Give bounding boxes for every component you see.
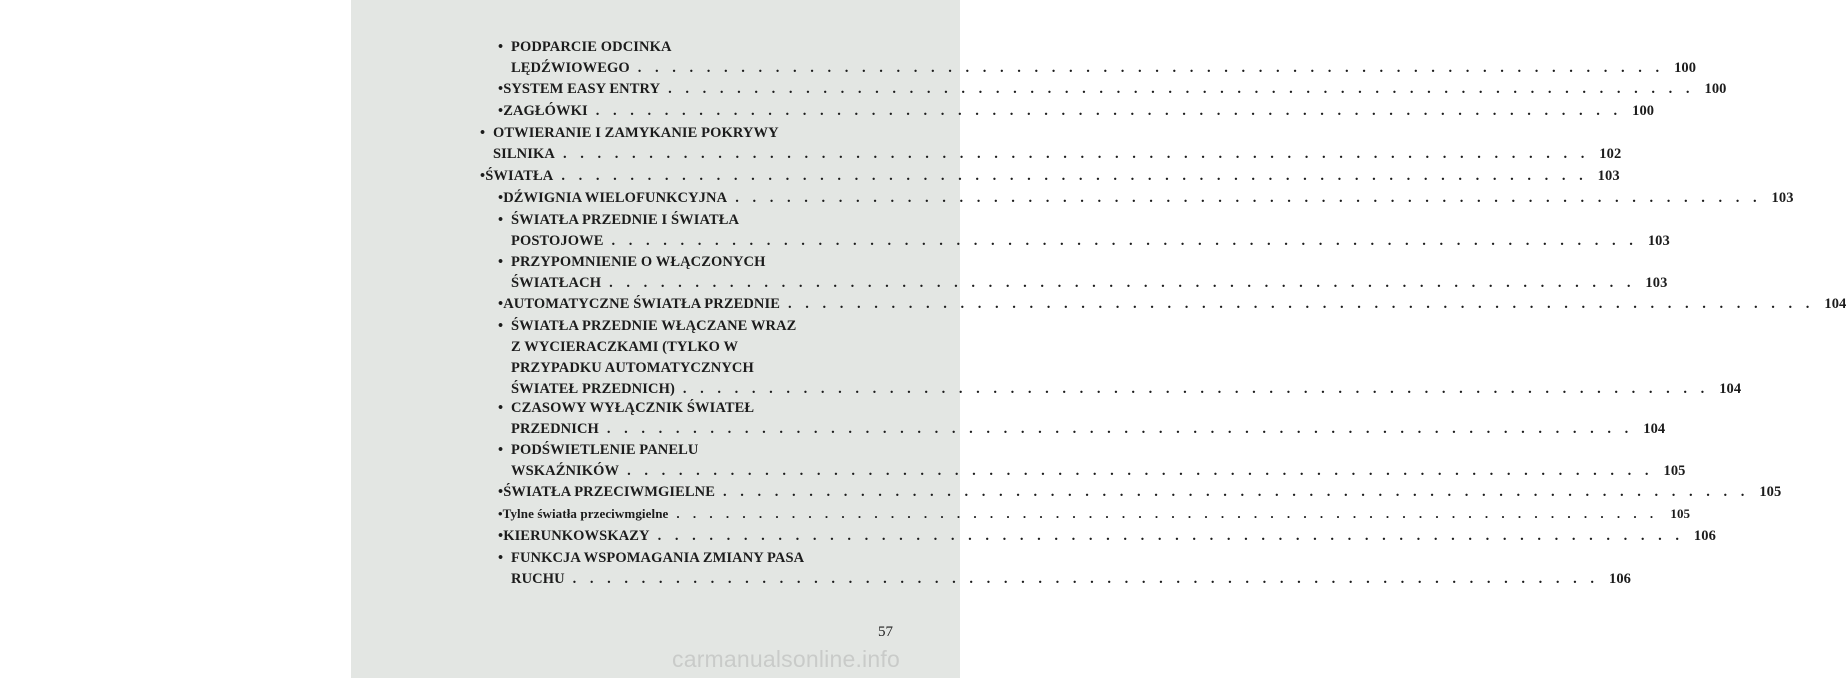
toc-entry[interactable] — [498, 102, 1655, 123]
toc-entry-label: ŚWIATŁA PRZEDNIE WŁĄCZANE WRAZ — [511, 318, 797, 334]
bullet-icon: • — [498, 212, 504, 228]
toc-entry[interactable] — [498, 295, 1846, 316]
bullet-icon: • — [498, 39, 504, 55]
dot-leader: . . . . . . . . . . . . . . . . . . . . . . . . . . . . . . . . . . . . . . . . . . . . . . . . . . . . . . . . . . . . — [657, 528, 1684, 544]
toc-entry-label: OTWIERANIE I ZAMYKANIE POKRYWY — [493, 125, 779, 141]
toc-entry-label: KIERUNKOWSKAZY — [503, 528, 650, 544]
toc-entry-label: WSKAŹNIKÓW — [511, 463, 620, 479]
dot-leader: . . . . . . . . . . . . . . . . . . . . . . . . . . . . . . . . . . . . . . . . . . . . . . . . . . . . . . . . . . . . — [637, 60, 1665, 76]
toc-entry-label: Z WYCIERACZKAMI (TYLKO W — [511, 339, 739, 355]
toc-entry-page: 105 — [1663, 463, 1686, 479]
bullet-icon: • — [498, 81, 504, 97]
toc-entry-page: 104 — [1719, 381, 1742, 397]
toc-entry[interactable] — [498, 549, 1632, 591]
toc-entry-page: 105 — [1670, 506, 1691, 521]
dot-leader: . . . . . . . . . . . . . . . . . . . . . . . . . . . . . . . . . . . . . . . . . . . . . . . . . . . . . . . . . . . . — [682, 381, 1710, 397]
toc-entry[interactable] — [498, 253, 1668, 295]
dot-leader: . . . . . . . . . . . . . . . . . . . . . . . . . . . . . . . . . . . . . . . . . . . . . . . . . . . . . . . . . . . . — [609, 275, 1636, 291]
toc-entry-label: ŚWIATŁA — [485, 168, 554, 184]
toc-entry[interactable] — [498, 483, 1782, 504]
bullet-icon: • — [498, 103, 504, 119]
toc-entry-page: 106 — [1608, 571, 1632, 587]
bullet-icon: • — [498, 506, 503, 521]
toc-entry[interactable] — [498, 38, 1697, 80]
toc-entry-page: 102 — [1599, 146, 1622, 162]
toc-entry[interactable] — [498, 317, 1742, 401]
bullet-icon: • — [498, 400, 504, 416]
toc-entry-label: LĘDŹWIOWEGO — [511, 60, 630, 76]
toc-entry[interactable] — [498, 399, 1666, 441]
toc-entry-page: 100 — [1674, 60, 1697, 76]
page-number: 57 — [878, 624, 893, 640]
toc-entry-label: CZASOWY WYŁĄCZNIK ŚWIATEŁ — [511, 400, 755, 416]
dot-leader: . . . . . . . . . . . . . . . . . . . . . . . . . . . . . . . . . . . . . . . . . . . . . . . . . . . . . . . . . . . . — [676, 506, 1659, 521]
toc-entry-page: 103 — [1645, 275, 1668, 291]
toc-entry-label: ŚWIATEŁ PRZEDNICH) — [511, 381, 675, 397]
toc-entry[interactable] — [498, 505, 1691, 526]
toc-entry-label: ZAGŁÓWKI — [503, 103, 588, 119]
toc-entry-page: 106 — [1693, 528, 1716, 544]
dot-leader: . . . . . . . . . . . . . . . . . . . . . . . . . . . . . . . . . . . . . . . . . . . . . . . . . . . . . . . . . . . . — [611, 233, 1638, 249]
bullet-icon: • — [498, 484, 504, 500]
bullet-icon: • — [498, 318, 504, 334]
toc-entry-label: ŚWIATŁA PRZEDNIE I ŚWIATŁA — [511, 212, 740, 228]
toc-entry-page: 104 — [1824, 296, 1846, 312]
toc-entry[interactable] — [498, 80, 1727, 101]
dot-leader: . . . . . . . . . . . . . . . . . . . . . . . . . . . . . . . . . . . . . . . . . . . . . . . . . . . . . . . . . . . . — [595, 103, 1623, 119]
toc-entry-label: PRZEDNICH — [511, 421, 599, 437]
toc-entry-label: SYSTEM EASY ENTRY — [503, 81, 661, 97]
toc-entry[interactable] — [480, 167, 1620, 188]
bullet-icon: • — [480, 168, 486, 184]
dot-leader: . . . . . . . . . . . . . . . . . . . . . . . . . . . . . . . . . . . . . . . . . . . . . . . . . . . . . . . . . . . . — [562, 146, 1590, 162]
toc-entry-label: ŚWIATŁA PRZECIWMGIELNE — [503, 484, 716, 500]
bullet-icon: • — [498, 550, 504, 566]
toc-entry-label: DŹWIGNIA WIELOFUNKCYJNA — [503, 190, 728, 206]
bullet-icon: • — [498, 254, 504, 270]
dot-leader: . . . . . . . . . . . . . . . . . . . . . . . . . . . . . . . . . . . . . . . . . . . . . . . . . . . . . . . . . . . . — [723, 484, 1750, 500]
toc-entry-page: 100 — [1632, 103, 1655, 119]
toc-entry-page: 105 — [1759, 484, 1782, 500]
toc-entry-label: Tylne światła przeciwmgielne — [502, 506, 669, 521]
toc-entry-label: PODPARCIE ODCINKA — [511, 39, 672, 55]
toc-entry[interactable] — [480, 124, 1622, 166]
toc-entry-page: 103 — [1597, 168, 1620, 184]
bullet-icon: • — [498, 442, 504, 458]
dot-leader: . . . . . . . . . . . . . . . . . . . . . . . . . . . . . . . . . . . . . . . . . . . . . . . . . . . . . . . . . . . . — [572, 571, 1600, 587]
toc-entry-page: 100 — [1704, 81, 1727, 97]
bullet-icon: • — [498, 190, 504, 206]
dot-leader: . . . . . . . . . . . . . . . . . . . . . . . . . . . . . . . . . . . . . . . . . . . . . . . . . . . . . . . . . . . . — [561, 168, 1588, 184]
dot-leader: . . . . . . . . . . . . . . . . . . . . . . . . . . . . . . . . . . . . . . . . . . . . . . . . . . . . . . . . . . . . — [606, 421, 1634, 437]
dot-leader: . . . . . . . . . . . . . . . . . . . . . . . . . . . . . . . . . . . . . . . . . . . . . . . . . . . . . . . . . . . . — [735, 190, 1762, 206]
toc-entry-label: RUCHU — [511, 571, 565, 587]
toc-entry-label: POSTOJOWE — [511, 233, 604, 249]
bullet-icon: • — [498, 528, 504, 544]
toc-entry-label: PODŚWIETLENIE PANELU — [511, 442, 699, 458]
toc-entry-label: PRZYPADKU AUTOMATYCZNYCH — [511, 360, 754, 376]
bullet-icon: • — [480, 125, 486, 141]
toc-entry[interactable] — [498, 527, 1716, 548]
toc-entry-page: 103 — [1771, 190, 1794, 206]
toc-entry-label: FUNKCJA WSPOMAGANIA ZMIANY PASA — [511, 550, 805, 566]
watermark-text: carmanualsonline.info — [672, 646, 900, 672]
toc-entry[interactable] — [498, 441, 1686, 483]
dot-leader: . . . . . . . . . . . . . . . . . . . . . . . . . . . . . . . . . . . . . . . . . . . . . . . . . . . . . . . . . . . . — [668, 81, 1695, 97]
toc-entry-page: 104 — [1643, 421, 1666, 437]
dot-leader: . . . . . . . . . . . . . . . . . . . . . . . . . . . . . . . . . . . . . . . . . . . . . . . . . . . . . . . . . . . . — [627, 463, 1654, 479]
toc-entry-label: ŚWIATŁACH — [511, 275, 602, 291]
toc-entry[interactable] — [498, 189, 1794, 210]
toc-entry-label: PRZYPOMNIENIE O WŁĄCZONYCH — [511, 254, 766, 270]
toc-entry-page: 103 — [1647, 233, 1670, 249]
toc-entry-label: SILNIKA — [493, 146, 555, 162]
toc-entry-label: AUTOMATYCZNE ŚWIATŁA PRZEDNIE — [503, 296, 781, 312]
toc-entry[interactable] — [498, 211, 1670, 253]
bullet-icon: • — [498, 296, 504, 312]
dot-leader: . . . . . . . . . . . . . . . . . . . . . . . . . . . . . . . . . . . . . . . . . . . . . . . . . . . . . . . . . . . . — [788, 296, 1815, 312]
